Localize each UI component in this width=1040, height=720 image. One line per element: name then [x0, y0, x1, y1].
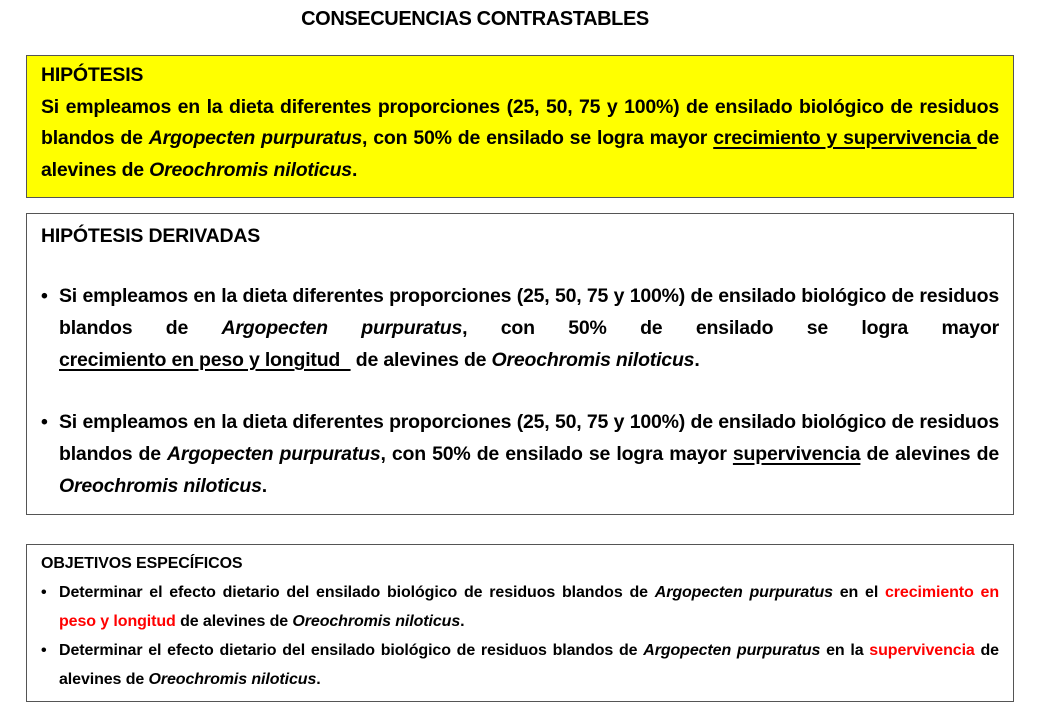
species-name: Argopecten purpuratus [148, 127, 363, 149]
list-item-text [59, 636, 999, 694]
text-part: , con 50% de ensilado se logra mayor [380, 443, 733, 465]
hypothesis-text-part: de alevines de [41, 127, 999, 181]
hypothesis-text [41, 92, 999, 187]
species-name: Argopecten purpuratus [643, 642, 821, 659]
list-item [41, 406, 999, 502]
text-part: Determinar el efecto dietario del ensilado biológico de residuos blandos de [59, 642, 644, 659]
text-part: . [261, 475, 267, 497]
text-part: . [694, 349, 700, 371]
derived-hypotheses-box [26, 213, 1014, 515]
highlighted-phrase: supervivencia [869, 642, 975, 659]
species-name: Oreochromis niloticus [292, 613, 461, 630]
list-item [41, 578, 999, 636]
bullet-icon: • [41, 411, 48, 433]
text-part: en la [820, 642, 870, 659]
text-part: . [460, 613, 465, 630]
text-part: Si empleamos en la dieta diferentes proporciones (25, 50, 75 y 100%) de ensilado biológico de residuos blandos de [59, 285, 999, 339]
text-part: Si empleamos en la dieta diferentes proporciones (25, 50, 75 y 100%) de ensilado biológico de residuos blandos de [59, 411, 999, 465]
hypothesis-heading: HIPÓTESIS [41, 64, 144, 86]
species-name: Oreochromis niloticus [491, 349, 695, 371]
species-name: Oreochromis niloticus [59, 475, 262, 497]
hypothesis-text-part: . [351, 158, 358, 181]
species-name: Oreochromis niloticus [148, 671, 317, 688]
species-name: Argopecten purpuratus [221, 317, 463, 339]
underlined-phrase: crecimiento y supervivencia [713, 127, 977, 149]
page-title: CONSECUENCIAS CONTRASTABLES [301, 8, 649, 30]
list-item-text [59, 406, 999, 502]
underlined-phrase: crecimiento en peso y longitud [59, 349, 351, 371]
hypothesis-text-part: Si empleamos en la dieta diferentes proporciones (25, 50, 75 y 100%) de ensilado biológico de residuos blandos de [41, 95, 999, 149]
derived-heading: HIPÓTESIS DERIVADAS [41, 225, 261, 247]
hypothesis-text-part: , con 50% de ensilado se logra mayor [362, 127, 714, 149]
text-part: en el [832, 584, 885, 601]
species-name: Argopecten purpuratus [167, 443, 381, 465]
species-name: Oreochromis niloticus [149, 158, 352, 181]
highlighted-phrase: crecimiento en peso y longitud [59, 584, 1000, 630]
text-part: de alevines de [350, 349, 492, 371]
text-part: de alevines de [59, 642, 999, 688]
list-item-text [59, 578, 999, 636]
text-part: de alevines de [860, 443, 999, 465]
objectives-heading: OBJETIVOS ESPECÍFICOS [41, 555, 243, 572]
list-item [41, 280, 999, 376]
underlined-phrase: supervivencia [732, 443, 861, 465]
bullet-icon: • [41, 285, 48, 307]
bullet-icon: • [41, 584, 47, 601]
list-item-text [59, 280, 999, 376]
text-part: Determinar el efecto dietario del ensilado biológico de residuos blandos de [59, 584, 655, 601]
text-part: , con 50% de ensilado se logra mayor [462, 317, 999, 339]
text-part: de alevines de [175, 613, 293, 630]
text-part: . [316, 671, 321, 688]
hypothesis-box [26, 55, 1014, 198]
bullet-icon: • [41, 642, 47, 659]
list-item [41, 636, 999, 694]
species-name: Argopecten purpuratus [654, 584, 833, 601]
specific-objectives-box [26, 544, 1014, 702]
